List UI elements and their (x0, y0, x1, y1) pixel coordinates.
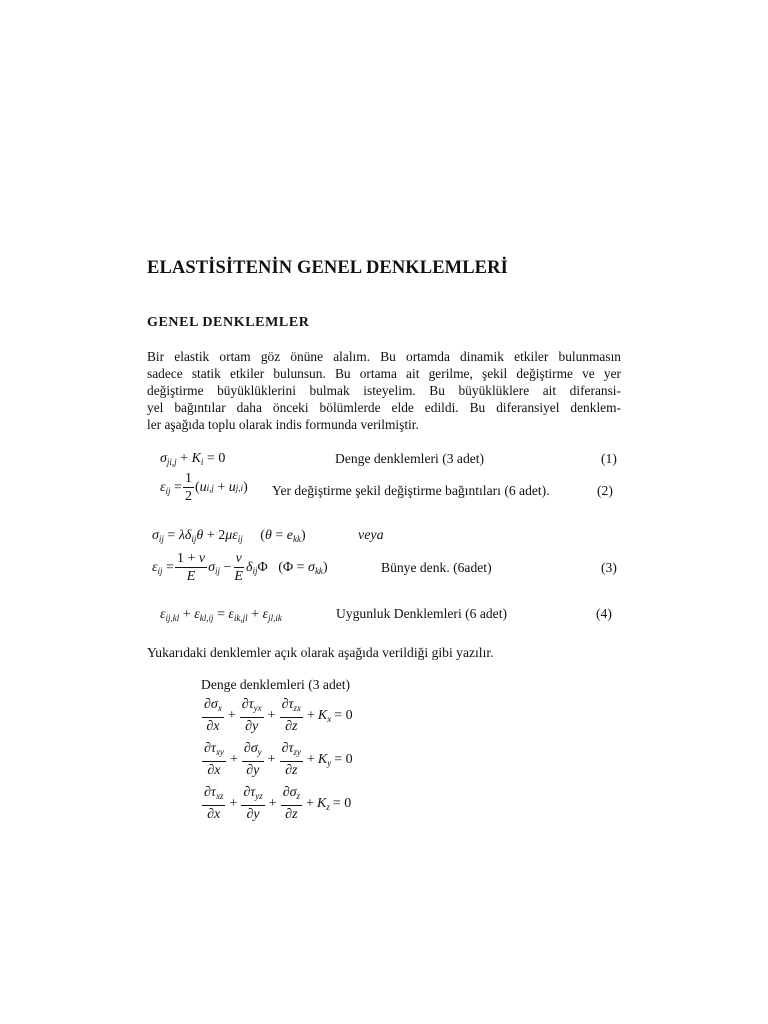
equilibrium-equation-x: $\frac{\partial\sigma_x}{\partial x}$ + $\frac{\partial\tau_{yx}}{\partial y}$ + $\frac{\partial\tau_{zx}}{\partial z}$ + $K_x$ = 0 (204, 697, 353, 734)
equilibrium-equation-z: $\frac{\partial\tau_{xz}}{\partial x}$ + $\frac{\partial\tau_{yz}}{\partial y}$ + $\frac{\partial\sigma_z}{\partial z}$ + $K_z$ = 0 (204, 785, 352, 822)
paragraph-line: değiştirme büyüklüklerini bulmak isteyelim. Bu büyüklüklere ait diferansi- (147, 383, 621, 398)
equation-1-label: Denge denklemleri (3 adet) (335, 451, 485, 466)
equation-3-veya: veya (358, 528, 384, 543)
paragraph-line: sadece statik etkiler bulunsun. Bu ortama ait gerilme, şekil değiştirme ve yer (147, 366, 621, 381)
equation-1: $\sigma_{ji,j} + K_i = 0$ (160, 451, 226, 467)
intro-paragraph (147, 348, 621, 433)
equation-3-number: (3) (601, 560, 617, 575)
equation-2-number: (2) (597, 483, 613, 498)
equation-4: $\varepsilon_{ij,kl} + \varepsilon_{kl,ij} = \varepsilon_{ik,jl} + \varepsilon_{jl,ik}$ (160, 607, 282, 623)
equation-1-number: (1) (601, 451, 617, 466)
paragraph-line: Bir elastik ortam göz önüne alalım. Bu ortamda dinamik etkiler bulunmasın (147, 349, 621, 364)
equation-4-label: Uygunluk Denklemleri (6 adet) (336, 606, 508, 621)
equation-2-label: Yer değiştirme şekil değiştirme bağıntıları (6 adet). (272, 483, 550, 498)
section-heading: GENEL DENKLEMLER (147, 315, 310, 330)
paragraph-line: yel bağıntılar daha önceki bölümlerde elde edildi. Bu diferansiyel denklem- (147, 400, 621, 415)
paragraph-line: ler aşağıda toplu olarak indis formunda verilmiştir. (147, 417, 419, 432)
system-title: Denge denklemleri (3 adet) (201, 677, 351, 692)
equation-2: $\varepsilon_{ij}$ = $\frac{1}{2}$ ( u i,j + u j,i ) (160, 471, 248, 504)
equation-4-number: (4) (596, 606, 612, 621)
page-title: ELASTİSİTENİN GENEL DENKLEMLERİ (147, 258, 508, 278)
equation-3b: $\varepsilon_{ij}$ = $\frac{1 + \nu}{E}$ $\sigma_{ij}$ − $\frac{\nu}{E}$ $\delta_{ij}\Phi$ $(\Phi = \sigma_{kk})$ (152, 551, 328, 584)
equilibrium-equation-y: $\frac{\partial\tau_{xy}}{\partial x}$ + $\frac{\partial\sigma_y}{\partial y}$ + $\frac{\partial\tau_{zy}}{\partial z}$ + $K_y$ = 0 (204, 741, 353, 778)
explicit-intro: Yukarıdaki denklemler açık olarak aşağıda verildiği gibi yazılır. (147, 645, 494, 660)
equation-3-label: Bünye denk. (6adet) (381, 560, 492, 575)
equation-3a: $\sigma_{ij} = \lambda\delta_{ij}\theta + 2\mu\varepsilon_{ij}$ $(\theta = e_{kk})$ (152, 528, 306, 544)
